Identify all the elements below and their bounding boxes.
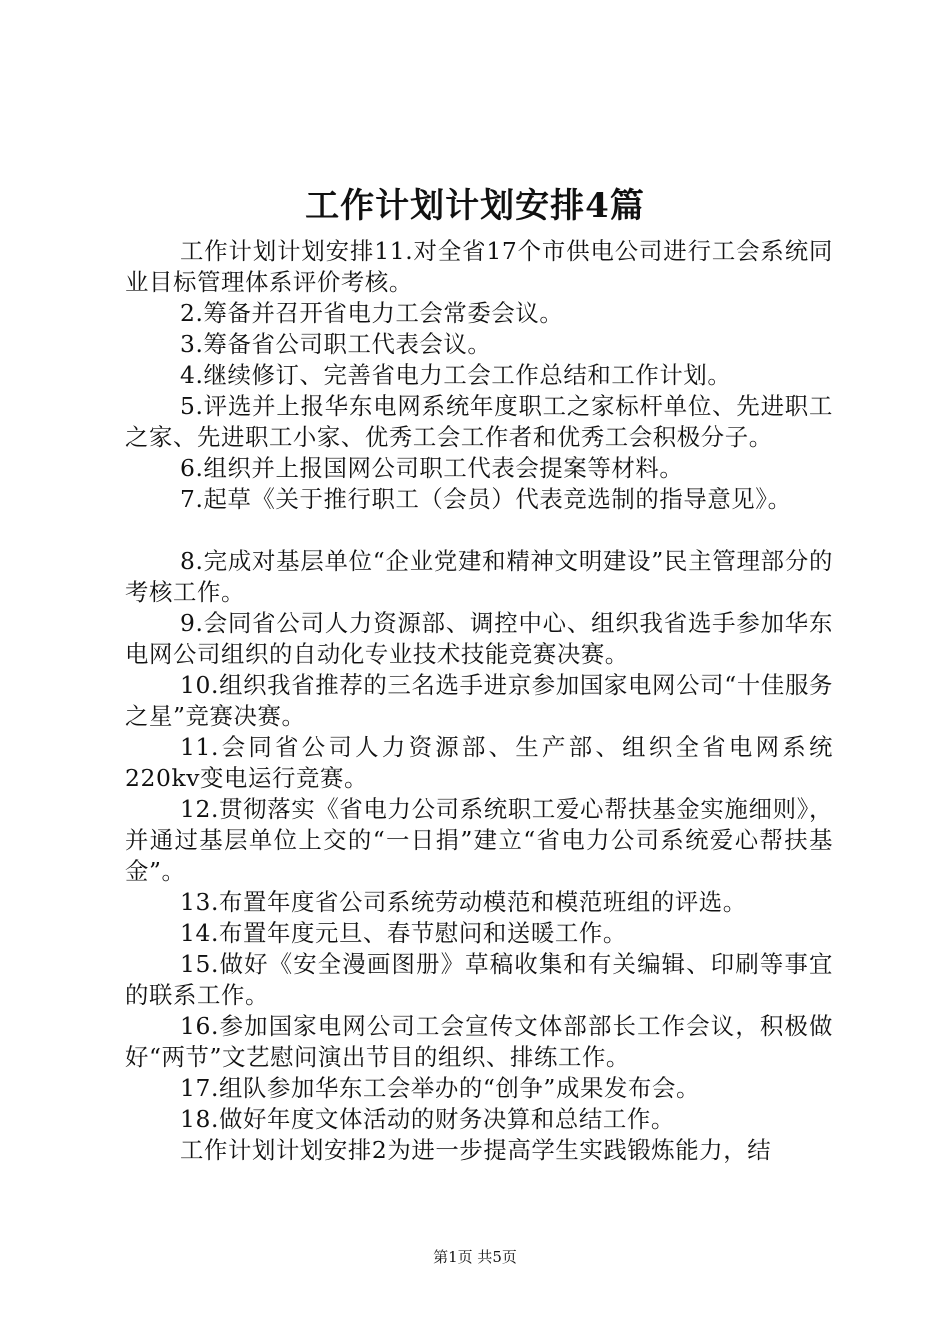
paragraph: 12.贯彻落实《省电力公司系统职工爱心帮扶基金实施细则》，并通过基层单位上交的“一日捐”建立“省电力公司系统爱心帮扶基金”。 xyxy=(125,795,833,885)
document-body xyxy=(125,236,833,1166)
paragraph: 8.完成对基层单位“企业党建和精神文明建设”民主管理部分的考核工作。 xyxy=(125,547,833,606)
paragraph: 10.组织我省推荐的三名选手进京参加国家电网公司“十佳服务之星”竞赛决赛。 xyxy=(125,671,833,730)
paragraph: 工作计划计划安排2为进一步提高学生实践锻炼能力，结 xyxy=(180,1136,772,1164)
paragraph: 17.组队参加华东工会举办的“创争”成果发布会。 xyxy=(180,1074,700,1102)
paragraph: 5.评选并上报华东电网系统年度职工之家标杆单位、先进职工之家、先进职工小家、优秀工会工作者和优秀工会积极分子。 xyxy=(125,392,833,451)
paragraph: 2.筹备并召开省电力工会常委会议。 xyxy=(180,299,564,327)
paragraph: 14.布置年度元旦、春节慰问和送暖工作。 xyxy=(180,919,627,947)
paragraph: 15.做好《安全漫画图册》草稿收集和有关编辑、印刷等事宜的联系工作。 xyxy=(125,950,833,1009)
page-title: 工作计划计划安排4篇 xyxy=(305,186,645,226)
paragraph: 3.筹备省公司职工代表会议。 xyxy=(180,330,492,358)
page-number-footer: 第1页 共5页 xyxy=(433,1248,517,1266)
paragraph: 18.做好年度文体活动的财务决算和总结工作。 xyxy=(180,1105,675,1133)
paragraph: 13.布置年度省公司系统劳动模范和模范班组的评选。 xyxy=(180,888,747,916)
paragraph: 6.组织并上报国网公司职工代表会提案等材料。 xyxy=(180,454,684,482)
paragraph: 4.继续修订、完善省电力工会工作总结和工作计划。 xyxy=(180,361,732,389)
paragraph: 16.参加国家电网公司工会宣传文体部部长工作会议，积极做好“两节”文艺慰问演出节目的组织、排练工作。 xyxy=(125,1012,833,1071)
paragraph: 9.会同省公司人力资源部、调控中心、组织我省选手参加华东电网公司组织的自动化专业技术技能竞赛决赛。 xyxy=(125,609,833,668)
paragraph: 11.会同省公司人力资源部、生产部、组织全省电网系统220kv变电运行竞赛。 xyxy=(125,733,833,792)
paragraph: 7.起草《关于推行职工（会员）代表竞选制的指导意见》。 xyxy=(180,485,792,513)
paragraph: 工作计划计划安排11.对全省17个市供电公司进行工会系统同业目标管理体系评价考核。 xyxy=(125,237,833,296)
